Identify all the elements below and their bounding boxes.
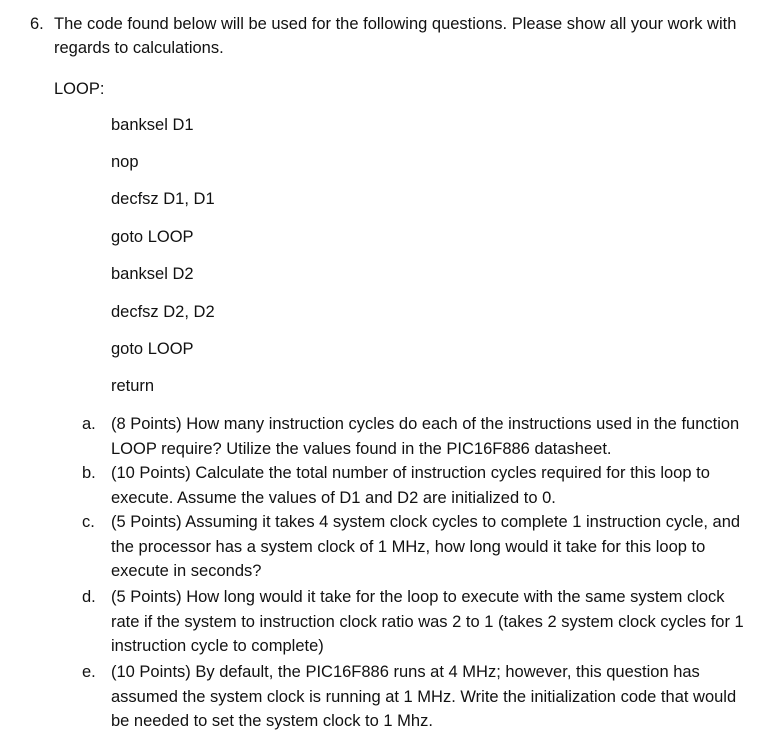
part-letter: d. <box>82 588 96 606</box>
code-line: return <box>111 377 155 395</box>
code-line: banksel D1 <box>111 116 194 134</box>
code-line: goto LOOP <box>111 340 194 358</box>
code-line: nop <box>111 153 139 171</box>
part-letter: e. <box>82 663 96 681</box>
question-prompt: The code found below will be used for the following questions. Please show all your work with regards to calculations. <box>54 15 737 57</box>
part-letter: c. <box>82 513 95 531</box>
part-text: (10 Points) By default, the PIC16F886 runs at 4 MHz; however, this question has assumed the system clock is running at 1 MHz. Write the initialization code that would be needed to set the system clock to 1 Mhz. <box>111 663 737 730</box>
code-line: goto LOOP <box>111 228 194 246</box>
question-number: 6. <box>30 15 44 33</box>
code-line: decfsz D2, D2 <box>111 303 215 321</box>
part-letter: b. <box>82 464 96 482</box>
part-text: (8 Points) How many instruction cycles do each of the instructions used in the function LOOP require? Utilize the values found in the PIC16F886 datasheet. <box>111 415 740 458</box>
part-text: (10 Points) Calculate the total number of instruction cycles required for this loop to execute. Assume the values of D1 and D2 are initialized to 0. <box>111 464 710 507</box>
loop-label: LOOP: <box>54 80 105 98</box>
part-text: (5 Points) How long would it take for the loop to execute with the same system clock rate if the system to instruction clock ratio was 2 to 1 (takes 2 system clock cycles for 1 instruction cycle to complete) <box>111 588 744 655</box>
part-letter: a. <box>82 415 96 433</box>
code-line: decfsz D1, D1 <box>111 190 215 208</box>
code-line: banksel D2 <box>111 265 194 283</box>
part-text: (5 Points) Assuming it takes 4 system clock cycles to complete 1 instruction cycle, and the processor has a system clock of 1 MHz, how long would it take for this loop to execute in seconds? <box>111 513 741 580</box>
